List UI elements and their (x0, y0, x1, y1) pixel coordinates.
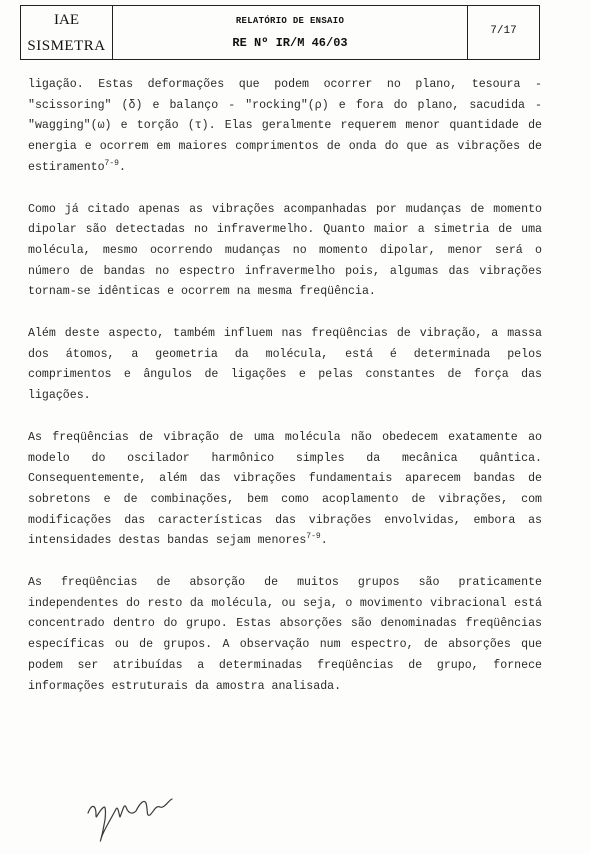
report-number: RE Nº IR/M 46/03 (232, 36, 348, 50)
organization-name-line1: IAE (54, 12, 79, 28)
page-number: 7/17 (490, 25, 517, 37)
report-title-cell (113, 6, 467, 59)
document-type: RELATÓRIO DE ENSAIO (235, 16, 345, 26)
page-number-cell (467, 6, 539, 59)
paragraph-text: As freqüências de vibração de uma molécula não obedecem exatamente ao modelo do oscilador harmônico simples da mecânica quântica. Consequentemente, além das vibrações fundamentais aparecem bandas de sobretons e de combinações, bem como acoplamento de vibrações, com modificações das características das vibrações envolvidas, embora as intensidades destas bandas sejam menores (28, 430, 542, 548)
paragraph-tail: . (320, 534, 328, 548)
organization-cell (21, 6, 113, 59)
paragraph (28, 75, 542, 179)
organization-name-line2: SISMETRA (27, 38, 106, 54)
paragraph: Além deste aspecto, também influem nas freqüências de vibração, a massa dos átomos, a geometria da molécula, está é determinada pelos comprimentos e ângulos de ligações e pelas constantes de força das ligações. (28, 327, 542, 403)
reference-superscript: 7-9 (306, 532, 321, 542)
reference-superscript: 7-9 (104, 158, 119, 168)
paragraph: Como já citado apenas as vibrações acompanhadas por mudanças de momento dipolar são detectadas no infravermelho. Quanto maior a simetria de uma molécula, mesmo ocorrendo mudanças no momento dipolar, menor será o número de bandas no espectro infravermelho pois, algumas das vibrações tornam-se idênticas e ocorrem na mesma freqüência. (28, 202, 542, 299)
body-text (28, 75, 542, 718)
paragraph-tail: . (118, 160, 126, 174)
paragraph (28, 428, 542, 552)
handwritten-signature (84, 795, 184, 849)
report-header (20, 5, 540, 60)
paragraph-text: ligação. Estas deformações que podem ocorrer no plano, tesoura - "scissoring" (δ) e balanço - "rocking"(ρ) e fora do plano, sacudida - "wagging"(ω) e torção (τ). Elas geralmente requerem menor quantidade de energia e ocorrem em maiores comprimentos de onda do que as vibrações de estiramento (28, 78, 542, 174)
paragraph: As freqüências de absorção de muitos grupos são praticamente independentes do resto da molécula, ou seja, o movimento vibracional está concentrado dentro do grupo. Estas absorções são denominadas freqüências específicas ou de grupos. A observação num espectro, de absorções que podem ser atribuídas a determinadas freqüências de grupo, fornece informações estruturais da amostra analisada. (28, 576, 542, 693)
signature-stroke (88, 799, 172, 841)
